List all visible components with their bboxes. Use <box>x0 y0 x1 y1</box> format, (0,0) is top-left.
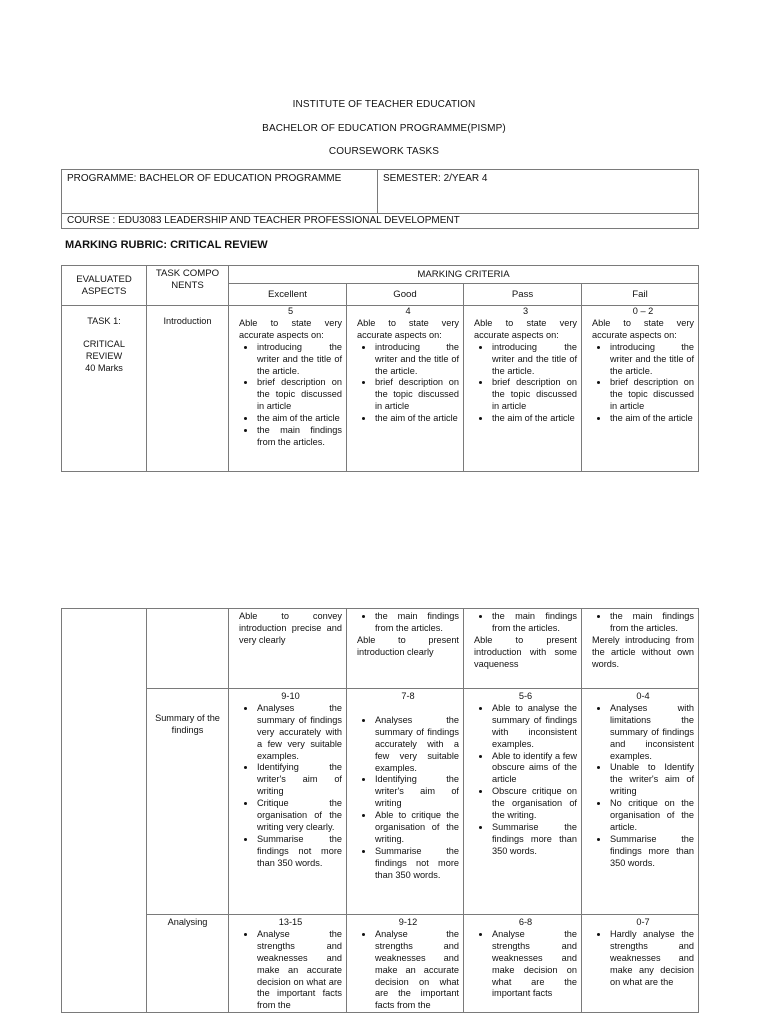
analysing-component: Analysing <box>147 915 229 1013</box>
analysing-excellent <box>229 915 347 1013</box>
summary-pass <box>464 689 582 915</box>
introduction-excellent <box>229 306 347 472</box>
criterion-item: • Analyses the summary of findings very accurately with a few very suitable examples. <box>256 703 342 763</box>
criterion-item: • Able to analyse the summary of findings with inconsistent examples. <box>491 703 577 751</box>
criterion-item: • Identifying the writer's aim of writing <box>256 762 342 798</box>
criterion-item: • brief description on the topic discussed in article <box>374 377 459 413</box>
analysing-pass <box>464 915 582 1013</box>
criterion-note: Able to present introduction clearly <box>357 634 459 657</box>
criterion-item: • the aim of the article <box>256 413 342 425</box>
criterion-item: • the aim of the article <box>609 413 694 425</box>
introduction-good <box>347 306 464 472</box>
introduction-component: Introduction <box>147 306 229 472</box>
introduction-excellent-continued: Able to convey introduction precise and very clearly <box>229 609 347 689</box>
analysing-fail <box>582 915 699 1013</box>
criterion-item: • Analyses with limitations the summary of findings and inconsistent examples. <box>609 703 694 763</box>
criterion-item: • Summarise the findings more than 350 words. <box>491 822 577 858</box>
coursework-heading: COURSEWORK TASKS <box>328 146 440 157</box>
course-info-table <box>61 169 699 229</box>
criterion-note: Merely introducing from the article without own words. <box>592 634 694 669</box>
criterion-item: • Summarise the findings more than 350 words. <box>609 834 694 870</box>
criterion-item: • introducing the writer and the title of the article. <box>374 342 459 378</box>
summary-good <box>347 689 464 915</box>
programme-cell: PROGRAMME: BACHELOR OF EDUCATION PROGRAMME <box>62 170 378 214</box>
criterion-note: Able to present introduction with some vaqueness <box>474 634 577 669</box>
fail-header: Fail <box>582 284 699 306</box>
criterion-item: • the main findings from the articles. <box>256 425 342 449</box>
criterion-item: • introducing the writer and the title of the article. <box>491 342 577 378</box>
analysing-good <box>347 915 464 1013</box>
rubric-table-part1 <box>61 265 699 472</box>
criterion-item: • Able to identify a few obscure aims of the article <box>491 751 577 787</box>
summary-excellent <box>229 689 347 915</box>
criterion-item: • No critique on the organisation of the article. <box>609 798 694 834</box>
score: 13-15 <box>278 917 303 927</box>
score: 6-8 <box>518 917 533 927</box>
course-cell: COURSE : EDU3083 LEADERSHIP AND TEACHER PROFESSIONAL DEVELOPMENT <box>62 214 699 229</box>
introduction-fail <box>582 306 699 472</box>
score: 4 <box>405 306 411 316</box>
criterion-intro: Able to state very accurate aspects on: <box>239 317 342 340</box>
score: 0 – 2 <box>632 306 654 316</box>
criterion-intro: Able to state very accurate aspects on: <box>474 317 577 340</box>
pass-header: Pass <box>464 284 582 306</box>
criterion-item: • brief description on the topic discussed in article <box>491 377 577 413</box>
criterion-item: • Summarise the findings not more than 350 words. <box>256 834 342 870</box>
task1-title: CRITICAL REVIEW <box>83 338 125 361</box>
score: 0-4 <box>636 691 650 701</box>
criterion-intro: Able to state very accurate aspects on: <box>592 317 695 340</box>
score: 5-6 <box>518 691 533 701</box>
criterion-item: • Unable to Identify the writer's aim of writing <box>609 762 694 798</box>
criterion-item: • the main findings from the articles. <box>491 611 577 635</box>
introduction-good-continued <box>347 609 464 689</box>
criterion-item: • brief description on the topic discussed in article <box>609 377 694 413</box>
introduction-component-continued <box>147 609 229 689</box>
summary-fail <box>582 689 699 915</box>
criterion-item: • Critique the organisation of the writing very clearly. <box>256 798 342 834</box>
criterion-item: • Analyse the strengths and weaknesses and make an accurate decision on what are the important facts from the <box>374 929 459 1012</box>
rubric-title: MARKING RUBRIC: CRITICAL REVIEW <box>65 239 268 251</box>
score: 3 <box>522 306 529 316</box>
score: 9-10 <box>281 691 300 701</box>
criterion-item: • Hardly analyse the strengths and weaknesses and make any decision on what are the <box>609 929 694 989</box>
task-components-header: TASK COMPONENTS <box>147 266 229 306</box>
rubric-table-part2 <box>61 608 699 1013</box>
evaluated-aspects-header: EVALUATED ASPECTS <box>62 266 147 306</box>
introduction-pass-continued <box>464 609 582 689</box>
institute-heading: INSTITUTE OF TEACHER EDUCATION <box>292 99 476 110</box>
criterion-item: • Analyses the summary of findings accurately with a few very suitable examples. <box>374 715 459 775</box>
criterion-item: • Obscure critique on the organisation of the writing. <box>491 786 577 822</box>
score: 5 <box>287 306 294 316</box>
score: 7-8 <box>401 691 415 701</box>
criterion-item: • Analyse the strengths and weaknesses and make an accurate decision on what are the important facts from the <box>256 929 342 1012</box>
semester-cell: SEMESTER: 2/YEAR 4 <box>378 170 699 214</box>
excellent-header: Excellent <box>229 284 347 306</box>
task1-cell-continued <box>62 609 147 1013</box>
task1-marks: 40 Marks <box>85 362 123 373</box>
criterion-item: • the main findings from the articles. <box>374 611 459 635</box>
criterion-item: • introducing the writer and the title of the article. <box>256 342 342 378</box>
criterion-item: • the aim of the article <box>491 413 577 425</box>
criterion-item: • Summarise the findings not more than 350 words. <box>374 846 459 882</box>
criterion-item: • Analyse the strengths and weaknesses and make decision on what are the important facts <box>491 929 577 1000</box>
criterion-item: • Able to critique the organisation of the writing. <box>374 810 459 846</box>
summary-component: Summary of the findings <box>147 689 229 915</box>
criterion-item: • the aim of the article <box>374 413 459 425</box>
introduction-pass <box>464 306 582 472</box>
marking-criteria-header: MARKING CRITERIA <box>229 266 699 284</box>
score: 9-12 <box>398 917 418 927</box>
criterion-item: • introducing the writer and the title of the article. <box>609 342 694 378</box>
criterion-item: • the main findings from the articles. <box>609 611 694 635</box>
criterion-item: • Identifying the writer's aim of writing <box>374 774 459 810</box>
task1-cell <box>62 306 147 472</box>
task1-label: TASK 1: <box>87 316 121 326</box>
good-header: Good <box>347 284 464 306</box>
criterion-intro: Able to state very accurate aspects on: <box>357 317 459 340</box>
score: 0-7 <box>636 917 650 927</box>
criterion-item: • brief description on the topic discussed in article <box>256 377 342 413</box>
introduction-fail-continued <box>582 609 699 689</box>
programme-heading: BACHELOR OF EDUCATION PROGRAMME(PISMP) <box>262 123 506 134</box>
